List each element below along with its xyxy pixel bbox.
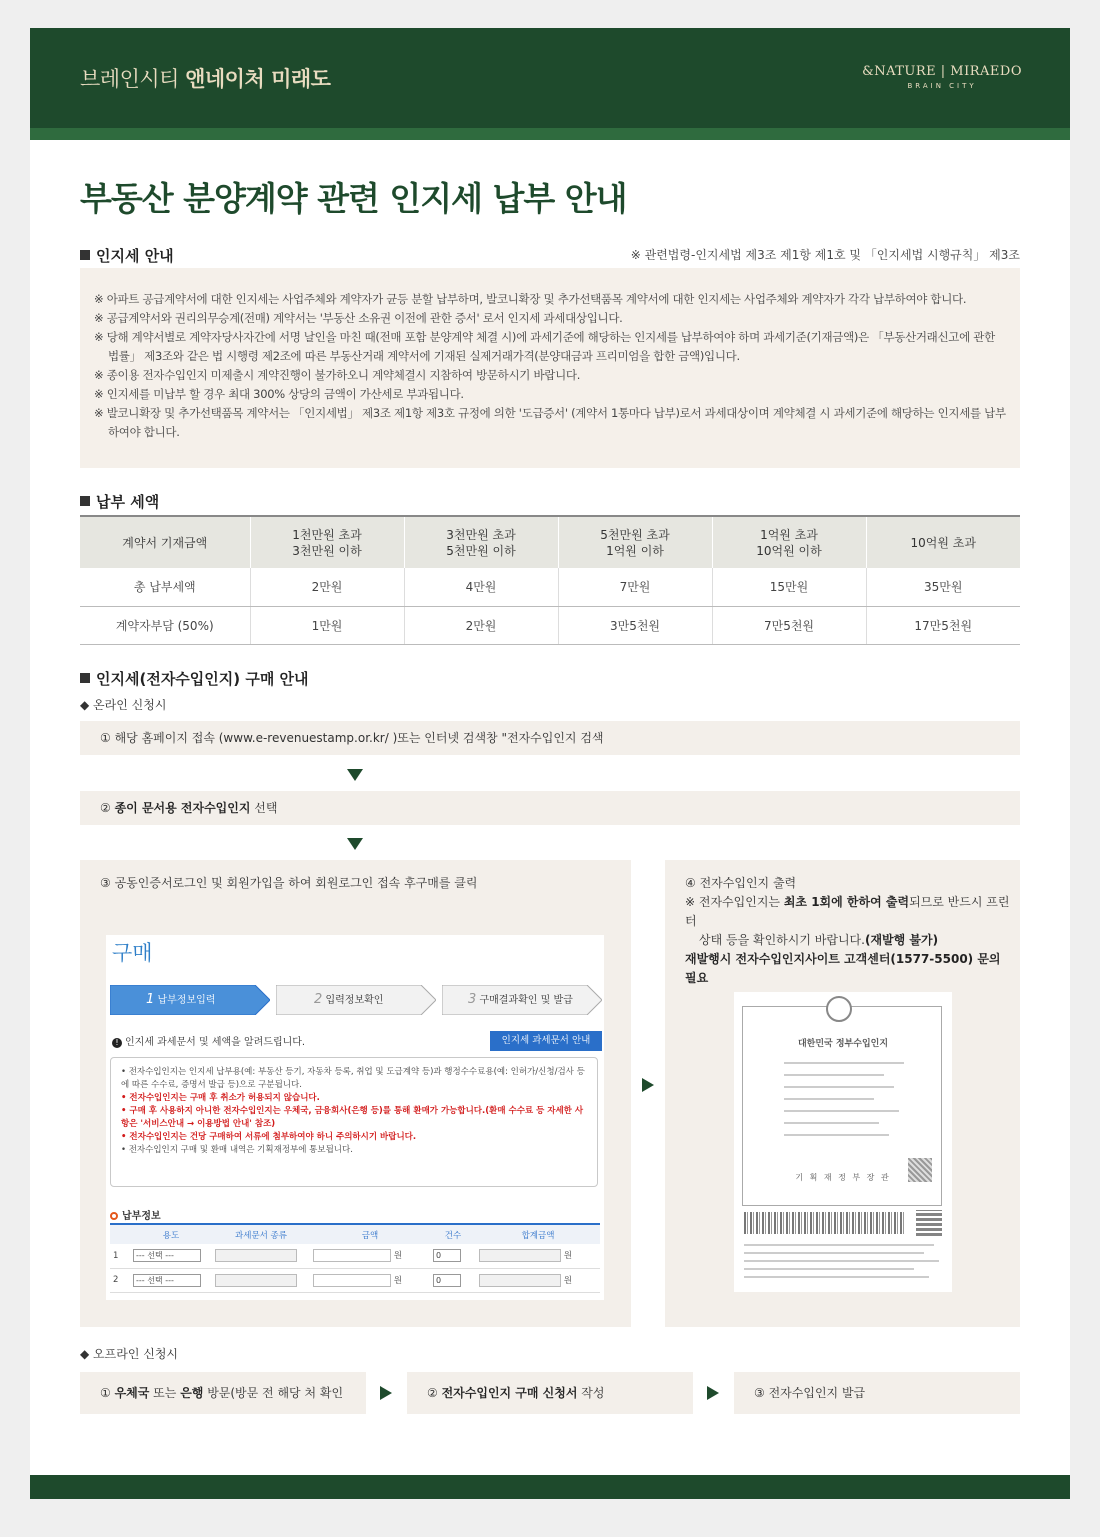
brand-logo-sub: BRAIN CITY <box>907 82 977 90</box>
government-emblem-icon <box>826 996 852 1022</box>
exclamation-icon: ! <box>112 1038 122 1048</box>
text-bold: 전자수입인지 구매 신청서 <box>441 1386 578 1400</box>
usage-select[interactable]: --- 선택 --- <box>133 1274 201 1287</box>
row-number: 1 <box>110 1244 130 1268</box>
header-text: 3천만원 초과 5천만원 이하 <box>446 527 516 558</box>
step-num: 1 <box>146 992 155 1007</box>
footer-bar <box>30 1475 1070 1499</box>
doc-type-cell <box>212 1268 310 1292</box>
text-bold: (재발행 불가) <box>864 933 939 947</box>
step-emphasis: 종이 문서용 전자수입인지 <box>114 801 251 815</box>
step-num: 2 <box>314 992 323 1007</box>
payment-info-table <box>110 1223 600 1293</box>
circle-bullet-icon <box>110 1212 118 1220</box>
text: 작성 <box>577 1386 605 1400</box>
online-step-1: ① 해당 홈페이지 접속 (www.e-revenuestamp.or.kr/ )또는 인터넷 검색창 "전자수입인지 검색 <box>80 721 1020 755</box>
text-bold: 은행 <box>180 1386 204 1400</box>
notice-item: ※ 아파트 공급계약서에 대한 인지세는 사업주체와 계약자가 균등 분할 납부하며, 발코니확장 및 추가선택품목 계약서에 대한 인지세는 사업주체와 계약자가 각각 납부하여야 합니다. <box>94 292 967 306</box>
header-text: 10억원 초과 <box>910 535 976 550</box>
offline-step-2 <box>407 1372 693 1414</box>
table-cell: 17만5천원 <box>866 606 1020 644</box>
section-heading-stamp-tax <box>80 245 174 266</box>
step-4-note-line3 <box>685 950 1015 988</box>
amount-input[interactable] <box>313 1274 391 1287</box>
usage-select-cell <box>130 1268 212 1292</box>
table-row <box>80 606 1020 644</box>
notice-item: ※ 당해 계약서별로 계약자당사자간에 서명 날인을 마친 때(전매 포함 분양계약 체결 시)에 과세기준에 해당하는 인지세를 납부하여야 하며 과세기준(기재금액)은 「부동산거래신고에 관한 법률」 제3조와 같은 법 시행령 제2조에 따른 부동산거래 계약서에 기재된 실제거래가격(분양대금과 프리미엄을 합한 금액)입니다. <box>94 330 995 363</box>
notice-item: ※ 인지세를 미납부 할 경우 최대 300% 상당의 금액이 가산세로 부과됩니다. <box>94 387 464 401</box>
tax-table <box>80 515 1020 645</box>
table-cell: 7만5천원 <box>712 606 866 644</box>
fine-print-line <box>744 1252 924 1254</box>
total-input[interactable] <box>479 1249 561 1262</box>
offline-label: ◆ 오프라인 신청시 <box>80 1347 179 1361</box>
table-row <box>80 568 1020 606</box>
table-cell: 35만원 <box>866 568 1020 606</box>
arrow-right-icon <box>707 1386 719 1400</box>
info-item: • 구매 후 사용하지 아니한 전자수입인지는 우체국, 금융회사(은행 등)를 통해 환매가 가능합니다.(환매 수수료 등 자세한 사항은 '서비스안내 → 이용방법 안내' 참조) <box>121 1106 584 1129</box>
won-unit: 원 <box>393 1251 402 1262</box>
step-4-note-line1 <box>685 893 1015 931</box>
step-number: ② <box>100 801 115 815</box>
stamp-text-line <box>784 1110 899 1112</box>
table-header-cell <box>250 516 404 568</box>
stamp-text-line <box>784 1098 874 1100</box>
online-step-4-text <box>685 874 1015 988</box>
table-header-cell <box>404 516 558 568</box>
notice-item: ※ 종이용 전자수입인지 미제출시 계약진행이 불가하오니 계약체결시 지참하여 방문하시기 바랍니다. <box>94 368 581 382</box>
section-heading-purchase <box>80 668 309 689</box>
warn-text: 인지세 과세문서 및 세액을 알려드립니다. <box>125 1037 306 1048</box>
brand-left <box>80 63 330 93</box>
text: ② <box>427 1386 442 1400</box>
header-text: 5천만원 초과 1억원 이하 <box>600 527 670 558</box>
header <box>30 28 1070 128</box>
screenshot-warning <box>112 1033 305 1048</box>
arrow-right-icon <box>380 1386 392 1400</box>
row-number: 2 <box>110 1268 130 1292</box>
square-bullet-icon <box>80 673 90 683</box>
table-header-cell: 용도 <box>130 1224 212 1244</box>
total-input[interactable] <box>479 1274 561 1287</box>
payment-info-title <box>110 1207 161 1222</box>
screenshot-infobox <box>110 1057 598 1187</box>
doc-type-input[interactable] <box>215 1274 297 1287</box>
stamp-title: 대한민국 정부수입인지 <box>797 1039 889 1049</box>
table-cell: 계약자부담 (50%) <box>80 606 250 644</box>
square-bullet-icon <box>80 496 90 506</box>
offline-step-1 <box>80 1372 366 1414</box>
table-header-cell <box>80 516 250 568</box>
total-cell <box>476 1268 600 1292</box>
step-chevron-2-label <box>314 991 383 1007</box>
section-heading-text: 인지세(전자수입인지) 구매 안내 <box>96 670 309 688</box>
amount-cell <box>310 1244 430 1268</box>
text: ① <box>100 1386 115 1400</box>
step-num: 3 <box>468 992 477 1007</box>
text-bold: 최초 1회에 한하여 출력 <box>783 895 910 909</box>
doc-type-cell <box>212 1244 310 1268</box>
purchase-screenshot <box>106 935 604 1300</box>
arrow-right-icon <box>642 1078 654 1092</box>
fine-print-line <box>744 1244 934 1246</box>
brand-prefix: 브레인시티 <box>80 67 186 91</box>
step-chevron-3-label <box>468 991 573 1007</box>
amount-input[interactable] <box>313 1249 391 1262</box>
stamp-text-line <box>784 1074 884 1076</box>
table-header-cell <box>558 516 712 568</box>
total-cell <box>476 1244 600 1268</box>
payment-table-row <box>110 1244 600 1268</box>
text-bold: 재발행시 전자수입인지사이트 고객센터(1577-5500) 문의 필요 <box>685 952 1001 985</box>
barcode-icon <box>744 1212 904 1234</box>
table-cell: 4만원 <box>404 568 558 606</box>
doc-type-input[interactable] <box>215 1249 297 1262</box>
brand-logo-main: &NATURE | MIRAEDO <box>862 64 1022 79</box>
table-header-cell: 과세문서 종류 <box>212 1224 310 1244</box>
step-suffix: 선택 <box>250 801 278 815</box>
arrow-down-icon <box>347 769 363 781</box>
table-cell: 2만원 <box>250 568 404 606</box>
step-4-title: ④ 전자수입인지 출력 <box>685 876 797 890</box>
table-header-cell <box>712 516 866 568</box>
text-bold: 우체국 <box>114 1386 150 1400</box>
count-cell <box>430 1244 476 1268</box>
step-label: 구매결과확인 및 발급 <box>479 995 573 1006</box>
section-heading-tax-amount <box>80 491 159 512</box>
table-header-cell: 건수 <box>430 1224 476 1244</box>
table-cell: 2만원 <box>404 606 558 644</box>
online-label: ◆ 온라인 신청시 <box>80 698 167 712</box>
payment-table-header <box>110 1224 600 1244</box>
brand-name: 앤네이처 미래도 <box>185 67 331 91</box>
usage-select-cell <box>130 1244 212 1268</box>
table-cell: 총 납부세액 <box>80 568 250 606</box>
stamp-text-line <box>784 1062 904 1064</box>
table-header-cell: 합계금액 <box>476 1224 600 1244</box>
stamp-issuer: 기 획 재 정 부 장 관 <box>795 1173 891 1182</box>
notice-item: ※ 발코니확장 및 추가선택품목 계약서는 「인지세법」 제3조 제1항 제3호 규정에 의한 '도급증서' (계약서 1통마다 납부)로서 과세대상이며 계약체결 시 과세기준에 해당하는 인지세를 납부하여야 합니다. <box>94 406 1006 439</box>
table-header-cell: 금액 <box>310 1224 430 1244</box>
text: ※ 전자수입인지는 <box>685 895 784 909</box>
amount-cell <box>310 1268 430 1292</box>
payment-table-row <box>110 1268 600 1292</box>
square-bullet-icon <box>80 250 90 260</box>
info-item: • 전자수입인지는 건당 구매하여 서류에 첨부하여야 하니 주의하시기 바랍니다. <box>121 1132 417 1142</box>
step-label: 입력정보확인 <box>325 995 384 1006</box>
table-cell: 3만5천원 <box>558 606 712 644</box>
stamp-text-line <box>784 1122 879 1124</box>
header-text: 1억원 초과 10억원 이하 <box>756 527 822 558</box>
payment-info-text: 납부정보 <box>122 1211 161 1222</box>
header-text: 계약서 기재금액 <box>122 535 208 550</box>
usage-select[interactable]: --- 선택 --- <box>133 1249 201 1262</box>
section-heading-text: 납부 세액 <box>96 493 160 511</box>
revenue-stamp-image <box>734 992 952 1292</box>
step-label: 납부정보입력 <box>157 995 216 1006</box>
notice-item: ※ 공급계약서와 권리의무승계(전매) 계약서는 '부동산 소유권 이전에 관한 증서' 로서 인지세 과세대상입니다. <box>94 311 623 325</box>
text: 상태 등을 확인하시기 바랍니다. <box>699 933 865 947</box>
table-cell: 1만원 <box>250 606 404 644</box>
won-unit: 원 <box>393 1275 402 1286</box>
step-chevron-1-label <box>146 991 215 1007</box>
table-header-cell <box>110 1224 130 1244</box>
page-title: 부동산 분양계약 관련 인지세 납부 안내 <box>80 179 627 218</box>
tax-document-guide-button[interactable]: 인지세 과세문서 안내 <box>490 1031 602 1051</box>
online-step-2 <box>80 791 1020 825</box>
fine-print-line <box>744 1276 929 1278</box>
qr-code-icon <box>916 1210 942 1236</box>
fine-print-line <box>744 1268 914 1270</box>
arrow-down-icon <box>347 838 363 850</box>
offline-step-3: ③ 전자수입인지 발급 <box>734 1372 1020 1414</box>
info-item: • 전자수입인지 구매 및 환매 내역은 기획재정부에 통보됩니다. <box>121 1145 353 1155</box>
stamp-text-line <box>784 1134 889 1136</box>
fine-print-line <box>744 1260 939 1262</box>
count-select[interactable]: 0 <box>433 1249 461 1262</box>
text: 방문(방문 전 해당 처 확인 <box>203 1386 344 1400</box>
won-unit: 원 <box>563 1251 572 1262</box>
header-stripe <box>30 128 1070 140</box>
count-cell <box>430 1268 476 1292</box>
count-select[interactable]: 0 <box>433 1274 461 1287</box>
tax-table-header <box>80 516 1020 568</box>
step-4-note-line2 <box>685 931 1015 950</box>
table-header-cell <box>866 516 1020 568</box>
stamp-text-line <box>784 1086 894 1088</box>
info-item: • 전자수입인지는 구매 후 취소가 허용되지 않습니다. <box>121 1093 320 1103</box>
table-cell: 7만원 <box>558 568 712 606</box>
text: 되므로 반드시 프린터 <box>685 895 1010 928</box>
brand-logo <box>862 64 1022 90</box>
won-unit: 원 <box>563 1275 572 1286</box>
info-item: • 전자수입인지는 인지세 납부용(예: 부동산 등기, 자동차 등록, 취업 및 도급계약 등)과 행정수수료용(예: 인허가/신청/검사 등에 따른 수수료, 증명서 발급 등)으로 구분됩니다. <box>121 1067 585 1090</box>
text: 또는 <box>149 1386 181 1400</box>
header-text: 1천만원 초과 3천만원 이하 <box>292 527 362 558</box>
table-cell: 15만원 <box>712 568 866 606</box>
legal-reference: ※ 관련법령-인지세법 제3조 제1항 제1호 및 「인지세법 시행규칙」 제3조 <box>630 248 1020 262</box>
section-heading-text: 인지세 안내 <box>96 247 174 265</box>
page <box>30 28 1070 1499</box>
notice-box <box>80 268 1020 468</box>
online-step-3-text: ③ 공동인증서로그인 및 회원가입을 하여 회원로그인 접속 후구매를 클릭 <box>100 876 478 890</box>
screenshot-title: 구매 <box>112 941 153 965</box>
